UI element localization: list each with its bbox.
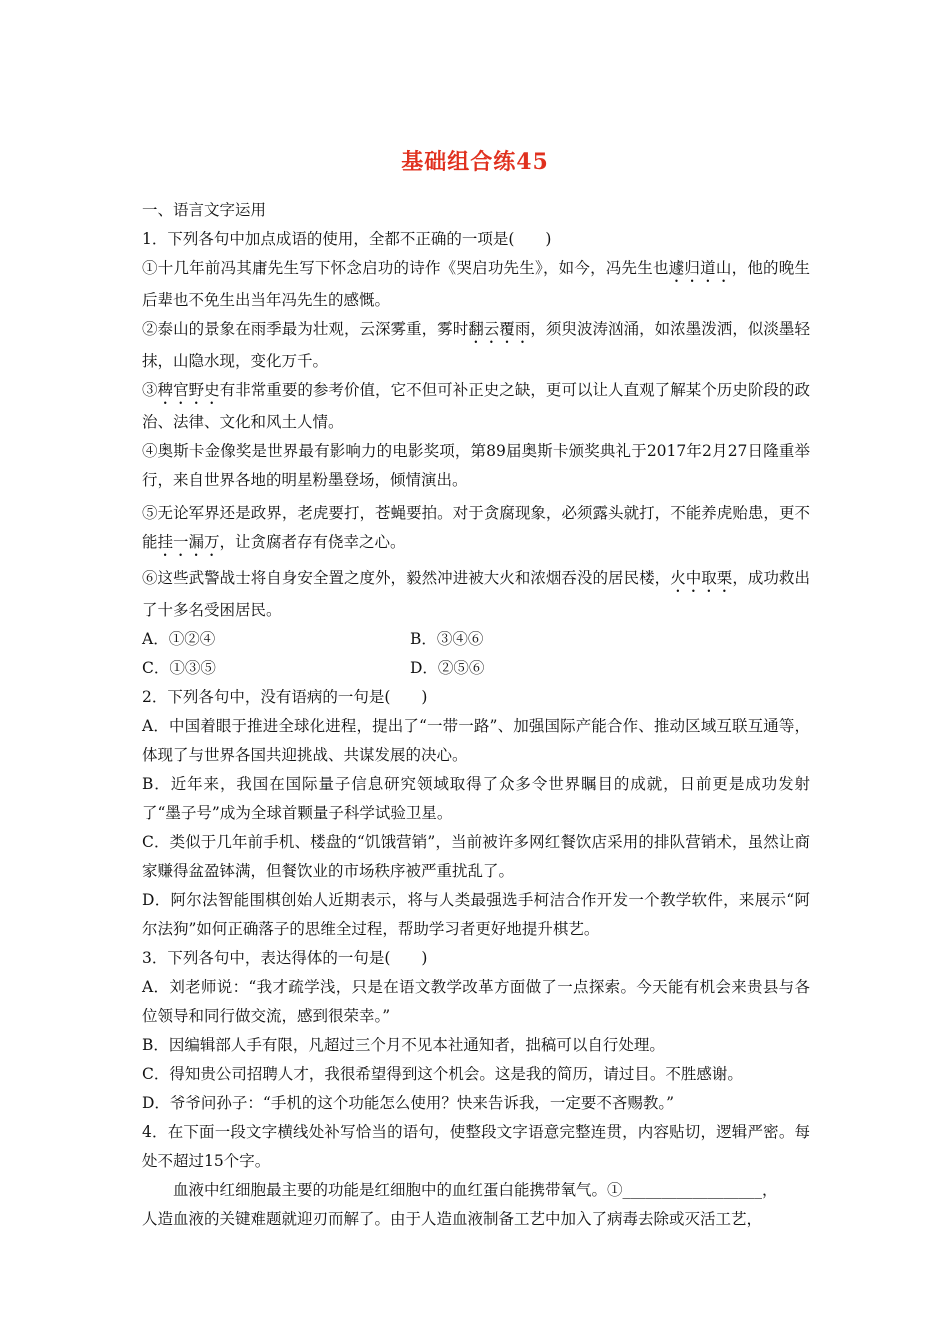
sentence-text: ，让贪腐者存有侥幸之心。 bbox=[219, 533, 406, 551]
emphasized-idiom: 遽归道山 bbox=[668, 259, 732, 277]
question-3-option-d: D．爷爷问孙子：“手机的这个功能怎么使用？快来告诉我，一定要不吝赐教。” bbox=[142, 1094, 675, 1112]
question-3-option-b: B．因编辑部人手有限，凡超过三个月不见本社通知者，拙稿可以自行处理。 bbox=[142, 1036, 665, 1054]
question-4-passage-line-2: 人造血液的关键难题就迎刃而解了。由于人造血液制备工艺中加入了病毒去除或灭活工艺， bbox=[142, 1210, 763, 1228]
question-1-stem: 1．下列各句中加点成语的使用，全都不正确的一项是( ) bbox=[142, 230, 552, 248]
question-1-sentence-1 bbox=[142, 254, 810, 315]
question-3-stem: 3．下列各句中，表达得体的一句是( ) bbox=[142, 949, 428, 967]
section-heading: 一、语言文字运用 bbox=[142, 201, 267, 219]
sentence-text: ②泰山的景象在雨季最为壮观，云深雾重，雾时 bbox=[142, 320, 469, 338]
options-row bbox=[142, 625, 810, 654]
emphasized-idiom: 火中取栗 bbox=[670, 569, 733, 587]
question-4-stem: 4．在下面一段文字横线处补写恰当的语句，使整段文字语意完整连贯，内容贴切，逻辑严密。每处不超过15个字。 bbox=[142, 1123, 810, 1170]
options-row bbox=[142, 654, 810, 683]
sentence-text: ⑤无论军界还是政界，老虎要打，苍蝇要拍。对于贪腐现象，必须露头就打，不能养虎贻患，更不能 bbox=[142, 504, 810, 551]
sentence-text: ⑥这些武警战士将自身安全置之度外，毅然冲进被大火和浓烟吞没的居民楼， bbox=[142, 569, 671, 587]
option-b: B．③④⑥ bbox=[410, 630, 484, 648]
question-1-sentence-5 bbox=[142, 499, 810, 560]
question-1-sentence-4: ④奥斯卡金像奖是世界最有影响力的电影奖项，第89届奥斯卡颁奖典礼于2017年2月27日隆重举行，来自世界各地的明星粉墨登场，倾情演出。 bbox=[142, 442, 810, 489]
sentence-text: ①十几年前冯其庸先生写下怀念启功的诗作《哭启功先生》，如今，冯先生也 bbox=[142, 259, 669, 277]
option-d: D．②⑤⑥ bbox=[410, 659, 485, 677]
sentence-text: ，成功救出了十多名受困居民。 bbox=[142, 569, 810, 619]
sentence-text: ③ bbox=[142, 381, 158, 399]
question-4-passage-line-1: 血液中红细胞最主要的功能是红细胞中的血红蛋白能携带氧气。①__________________， bbox=[173, 1181, 778, 1199]
emphasized-idiom: 翻云覆雨 bbox=[468, 320, 531, 338]
option-c: C．①③⑤ bbox=[142, 659, 216, 677]
question-1-sentence-2 bbox=[142, 315, 810, 376]
sentence-text: ，他的晚生后辈也不免生出当年冯先生的感慨。 bbox=[142, 259, 810, 309]
question-2-option-b: B．近年来，我国在国际量子信息研究领域取得了众多令世界瞩目的成就，日前更是成功发射了“墨子号”成为全球首颗量子科学试验卫星。 bbox=[142, 775, 810, 822]
emphasized-idiom: 稗官野史 bbox=[157, 381, 220, 399]
question-2-option-d: D．阿尔法智能围棋创始人近期表示，将与人类最强选手柯洁合作开发一个教学软件，来展示“阿尔法狗”如何正确落子的思维全过程，帮助学习者更好地提升棋艺。 bbox=[142, 891, 810, 938]
sentence-text: 有非常重要的参考价值，它不但可补正史之缺，更可以让人直观了解某个历史阶段的政治、法律、文化和风土人情。 bbox=[142, 381, 810, 431]
emphasized-idiom: 挂一漏万 bbox=[157, 533, 220, 551]
question-1-sentence-6 bbox=[142, 564, 810, 625]
question-2-option-c: C．类似于几年前手机、楼盘的“饥饿营销”，当前被许多网红餐饮店采用的排队营销术，虽然让商家赚得盆盈钵满，但餐饮业的市场秩序被严重扰乱了。 bbox=[142, 833, 810, 880]
question-3-option-c: C．得知贵公司招聘人才，我很希望得到这个机会。这是我的简历，请过目。不胜感谢。 bbox=[142, 1065, 743, 1083]
question-1-sentence-3 bbox=[142, 376, 810, 437]
question-2-stem: 2．下列各句中，没有语病的一句是( ) bbox=[142, 688, 428, 706]
question-2-option-a: A．中国着眼于推进全球化进程，提出了“一带一路”、加强国际产能合作、推动区域互联互通等，体现了与世界各国共迎挑战、共谋发展的决心。 bbox=[142, 717, 810, 764]
page-title: 基础组合练45 bbox=[401, 149, 549, 175]
option-a: A．①②④ bbox=[142, 630, 216, 648]
question-3-option-a: A．刘老师说：“我才疏学浅，只是在语文教学改革方面做了一点探索。今天能有机会来贵县与各位领导和同行做交流，感到很荣幸。” bbox=[142, 978, 810, 1025]
document-body bbox=[142, 196, 810, 1234]
sentence-text: ，须臾波涛汹涌，如浓墨泼洒，似淡墨轻抹，山隐水现，变化万千。 bbox=[142, 320, 810, 370]
